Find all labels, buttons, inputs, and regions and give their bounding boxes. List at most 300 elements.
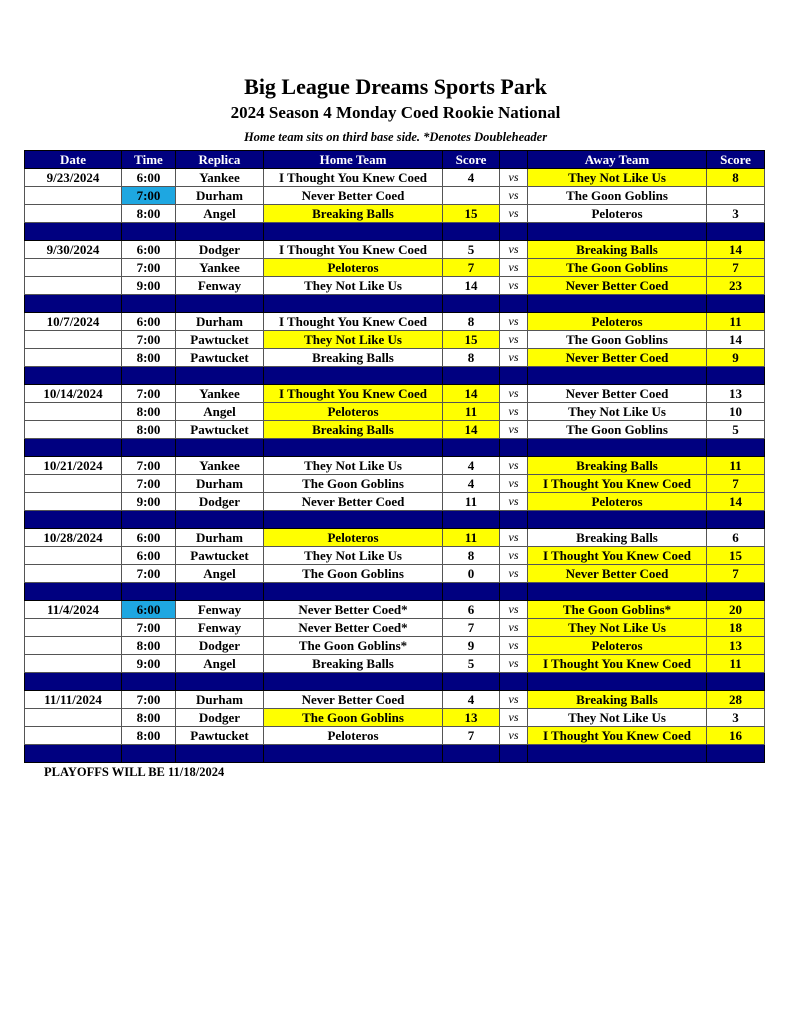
game-time: 7:00 — [122, 619, 176, 637]
away-score: 23 — [707, 277, 765, 295]
home-team: Never Better Coed — [264, 691, 443, 709]
away-score — [707, 187, 765, 205]
separator-cell — [528, 511, 707, 529]
separator-cell — [264, 745, 443, 763]
away-score: 8 — [707, 169, 765, 187]
home-score: 14 — [443, 385, 500, 403]
game-date: 10/14/2024 — [25, 385, 122, 403]
separator-cell — [122, 295, 176, 313]
col-away-team: Away Team — [528, 151, 707, 169]
vs-label: vs — [500, 529, 528, 547]
game-date — [25, 727, 122, 745]
game-field: Durham — [176, 475, 264, 493]
separator-cell — [707, 583, 765, 601]
separator-cell — [528, 439, 707, 457]
away-score: 11 — [707, 457, 765, 475]
game-row — [25, 727, 765, 745]
vs-label: vs — [500, 457, 528, 475]
separator-cell — [264, 673, 443, 691]
separator-cell — [707, 511, 765, 529]
game-row — [25, 421, 765, 439]
separator-cell — [122, 367, 176, 385]
game-time: 7:00 — [122, 457, 176, 475]
vs-label: vs — [500, 547, 528, 565]
game-time: 7:00 — [122, 565, 176, 583]
away-score: 11 — [707, 655, 765, 673]
game-time: 9:00 — [122, 277, 176, 295]
separator-cell — [500, 511, 528, 529]
game-time: 7:00 — [122, 691, 176, 709]
separator-cell — [176, 583, 264, 601]
separator-cell — [443, 367, 500, 385]
game-date — [25, 187, 122, 205]
separator-cell — [176, 295, 264, 313]
away-team: Breaking Balls — [528, 241, 707, 259]
away-score: 10 — [707, 403, 765, 421]
game-date — [25, 547, 122, 565]
game-date: 9/30/2024 — [25, 241, 122, 259]
away-score: 13 — [707, 637, 765, 655]
home-team: Never Better Coed — [264, 493, 443, 511]
game-field: Durham — [176, 313, 264, 331]
game-date — [25, 637, 122, 655]
separator-cell — [528, 745, 707, 763]
game-time: 7:00 — [122, 475, 176, 493]
game-field: Angel — [176, 403, 264, 421]
game-date: 10/21/2024 — [25, 457, 122, 475]
vs-label: vs — [500, 259, 528, 277]
away-score: 5 — [707, 421, 765, 439]
vs-label: vs — [500, 655, 528, 673]
game-date — [25, 619, 122, 637]
vs-label: vs — [500, 385, 528, 403]
away-team: Peloteros — [528, 493, 707, 511]
game-date — [25, 277, 122, 295]
separator-cell — [707, 439, 765, 457]
home-team: Never Better Coed* — [264, 601, 443, 619]
game-row — [25, 277, 765, 295]
away-team: They Not Like Us — [528, 169, 707, 187]
separator-cell — [707, 673, 765, 691]
game-field: Yankee — [176, 385, 264, 403]
separator-cell — [528, 583, 707, 601]
away-score: 14 — [707, 493, 765, 511]
vs-label: vs — [500, 475, 528, 493]
home-team: Peloteros — [264, 529, 443, 547]
col-replica: Replica — [176, 151, 264, 169]
home-team: I Thought You Knew Coed — [264, 169, 443, 187]
game-row — [25, 529, 765, 547]
separator-cell — [500, 745, 528, 763]
separator-cell — [528, 295, 707, 313]
game-field: Dodger — [176, 709, 264, 727]
home-score — [443, 187, 500, 205]
game-date — [25, 493, 122, 511]
game-date — [25, 259, 122, 277]
home-team: Never Better Coed — [264, 187, 443, 205]
home-team: The Goon Goblins — [264, 475, 443, 493]
away-team: I Thought You Knew Coed — [528, 547, 707, 565]
vs-label: vs — [500, 403, 528, 421]
game-date — [25, 331, 122, 349]
week-separator — [25, 439, 765, 457]
home-team: The Goon Goblins* — [264, 637, 443, 655]
game-field: Dodger — [176, 637, 264, 655]
separator-cell — [25, 583, 122, 601]
game-row — [25, 313, 765, 331]
game-row — [25, 691, 765, 709]
vs-label: vs — [500, 241, 528, 259]
home-team: They Not Like Us — [264, 277, 443, 295]
away-team: Breaking Balls — [528, 457, 707, 475]
week-separator — [25, 511, 765, 529]
home-score: 5 — [443, 241, 500, 259]
home-score: 4 — [443, 457, 500, 475]
away-score: 11 — [707, 313, 765, 331]
separator-cell — [25, 439, 122, 457]
schedule-note: Home team sits on third base side. *Denotes Doubleheader — [243, 130, 548, 144]
home-score: 8 — [443, 547, 500, 565]
home-score: 7 — [443, 727, 500, 745]
away-team: Peloteros — [528, 637, 707, 655]
game-field: Pawtucket — [176, 421, 264, 439]
home-score: 8 — [443, 349, 500, 367]
away-score: 15 — [707, 547, 765, 565]
away-team: Never Better Coed — [528, 385, 707, 403]
header-row — [25, 151, 765, 169]
vs-label: vs — [500, 277, 528, 295]
game-field: Fenway — [176, 277, 264, 295]
home-score: 14 — [443, 421, 500, 439]
separator-cell — [500, 439, 528, 457]
game-date — [25, 655, 122, 673]
game-date — [25, 709, 122, 727]
away-team: Breaking Balls — [528, 529, 707, 547]
separator-cell — [122, 223, 176, 241]
game-time: 8:00 — [122, 349, 176, 367]
game-row — [25, 457, 765, 475]
game-field: Fenway — [176, 619, 264, 637]
separator-cell — [25, 295, 122, 313]
away-score: 7 — [707, 475, 765, 493]
separator-cell — [443, 583, 500, 601]
game-row — [25, 493, 765, 511]
game-row — [25, 655, 765, 673]
separator-cell — [25, 673, 122, 691]
home-team: The Goon Goblins — [264, 709, 443, 727]
home-score: 15 — [443, 205, 500, 223]
separator-cell — [443, 295, 500, 313]
home-score: 0 — [443, 565, 500, 583]
separator-cell — [528, 223, 707, 241]
game-date — [25, 403, 122, 421]
game-date: 11/11/2024 — [25, 691, 122, 709]
game-row — [25, 637, 765, 655]
vs-label: vs — [500, 313, 528, 331]
game-date — [25, 205, 122, 223]
separator-cell — [25, 511, 122, 529]
separator-cell — [443, 223, 500, 241]
vs-label: vs — [500, 205, 528, 223]
vs-label: vs — [500, 637, 528, 655]
home-team: I Thought You Knew Coed — [264, 385, 443, 403]
vs-label: vs — [500, 619, 528, 637]
home-score: 6 — [443, 601, 500, 619]
separator-cell — [176, 745, 264, 763]
separator-cell — [176, 439, 264, 457]
separator-cell — [264, 223, 443, 241]
game-field: Yankee — [176, 457, 264, 475]
home-score: 14 — [443, 277, 500, 295]
home-score: 11 — [443, 493, 500, 511]
game-date: 11/4/2024 — [25, 601, 122, 619]
game-field: Angel — [176, 565, 264, 583]
vs-label: vs — [500, 727, 528, 745]
home-score: 7 — [443, 259, 500, 277]
separator-cell — [264, 511, 443, 529]
home-score: 8 — [443, 313, 500, 331]
page-subtitle: 2024 Season 4 Monday Coed Rookie National — [230, 103, 561, 122]
game-field: Angel — [176, 205, 264, 223]
home-score: 15 — [443, 331, 500, 349]
vs-label: vs — [500, 691, 528, 709]
separator-cell — [528, 367, 707, 385]
vs-label: vs — [500, 565, 528, 583]
col-vs — [500, 151, 528, 169]
away-team: Breaking Balls — [528, 691, 707, 709]
away-score: 20 — [707, 601, 765, 619]
separator-cell — [122, 583, 176, 601]
away-score: 7 — [707, 259, 765, 277]
separator-cell — [176, 223, 264, 241]
col-date: Date — [25, 151, 122, 169]
vs-label: vs — [500, 187, 528, 205]
game-time: 7:00 — [122, 259, 176, 277]
game-field: Fenway — [176, 601, 264, 619]
game-date — [25, 475, 122, 493]
game-row — [25, 709, 765, 727]
away-team: Peloteros — [528, 313, 707, 331]
away-team: Peloteros — [528, 205, 707, 223]
game-row — [25, 385, 765, 403]
home-team: I Thought You Knew Coed — [264, 241, 443, 259]
home-team: Peloteros — [264, 727, 443, 745]
game-time: 6:00 — [122, 241, 176, 259]
away-team: I Thought You Knew Coed — [528, 655, 707, 673]
game-field: Dodger — [176, 493, 264, 511]
away-score: 14 — [707, 331, 765, 349]
away-score: 7 — [707, 565, 765, 583]
separator-cell — [500, 367, 528, 385]
separator-cell — [176, 367, 264, 385]
game-time: 6:00 — [122, 313, 176, 331]
separator-cell — [528, 673, 707, 691]
vs-label: vs — [500, 169, 528, 187]
game-time: 8:00 — [122, 637, 176, 655]
away-score: 18 — [707, 619, 765, 637]
col-home-score: Score — [443, 151, 500, 169]
away-score: 14 — [707, 241, 765, 259]
away-team: They Not Like Us — [528, 403, 707, 421]
away-team: They Not Like Us — [528, 709, 707, 727]
separator-cell — [443, 511, 500, 529]
page-title: Big League Dreams Sports Park — [244, 74, 547, 99]
game-time: 6:00 — [122, 547, 176, 565]
separator-cell — [707, 745, 765, 763]
separator-cell — [500, 223, 528, 241]
game-row — [25, 205, 765, 223]
away-team: The Goon Goblins — [528, 331, 707, 349]
game-row — [25, 241, 765, 259]
game-row — [25, 187, 765, 205]
separator-cell — [122, 439, 176, 457]
game-date — [25, 349, 122, 367]
home-score: 11 — [443, 403, 500, 421]
away-team: Never Better Coed — [528, 565, 707, 583]
game-row — [25, 169, 765, 187]
away-team: The Goon Goblins — [528, 421, 707, 439]
game-time: 6:00 — [122, 601, 176, 619]
away-team: The Goon Goblins — [528, 187, 707, 205]
game-row — [25, 619, 765, 637]
home-team: Peloteros — [264, 259, 443, 277]
week-separator — [25, 223, 765, 241]
home-score: 11 — [443, 529, 500, 547]
away-team: I Thought You Knew Coed — [528, 475, 707, 493]
away-score: 16 — [707, 727, 765, 745]
separator-cell — [176, 673, 264, 691]
away-score: 3 — [707, 709, 765, 727]
separator-cell — [707, 367, 765, 385]
game-time: 9:00 — [122, 655, 176, 673]
game-field: Pawtucket — [176, 547, 264, 565]
separator-cell — [122, 673, 176, 691]
game-row — [25, 475, 765, 493]
game-date — [25, 421, 122, 439]
game-field: Angel — [176, 655, 264, 673]
game-field: Durham — [176, 691, 264, 709]
home-team: Breaking Balls — [264, 349, 443, 367]
vs-label: vs — [500, 421, 528, 439]
home-team: They Not Like Us — [264, 547, 443, 565]
separator-cell — [25, 745, 122, 763]
game-date: 10/28/2024 — [25, 529, 122, 547]
game-field: Durham — [176, 529, 264, 547]
separator-cell — [122, 511, 176, 529]
separator-cell — [264, 295, 443, 313]
separator-cell — [176, 511, 264, 529]
home-score: 4 — [443, 691, 500, 709]
game-time: 7:00 — [122, 331, 176, 349]
separator-cell — [264, 367, 443, 385]
separator-cell — [500, 295, 528, 313]
vs-label: vs — [500, 331, 528, 349]
separator-cell — [500, 673, 528, 691]
home-team: Never Better Coed* — [264, 619, 443, 637]
game-field: Pawtucket — [176, 349, 264, 367]
home-team: Breaking Balls — [264, 205, 443, 223]
game-field: Dodger — [176, 241, 264, 259]
away-score: 9 — [707, 349, 765, 367]
game-date — [25, 565, 122, 583]
game-time: 7:00 — [122, 187, 176, 205]
game-time: 7:00 — [122, 385, 176, 403]
home-team: I Thought You Knew Coed — [264, 313, 443, 331]
schedule-table — [24, 150, 765, 763]
vs-label: vs — [500, 709, 528, 727]
separator-cell — [264, 439, 443, 457]
home-team: Breaking Balls — [264, 421, 443, 439]
home-score: 4 — [443, 169, 500, 187]
game-row — [25, 565, 765, 583]
separator-cell — [122, 745, 176, 763]
separator-cell — [443, 439, 500, 457]
separator-cell — [264, 583, 443, 601]
game-field: Durham — [176, 187, 264, 205]
game-time: 8:00 — [122, 727, 176, 745]
col-home-team: Home Team — [264, 151, 443, 169]
away-score: 13 — [707, 385, 765, 403]
separator-cell — [707, 295, 765, 313]
week-separator — [25, 745, 765, 763]
game-field: Pawtucket — [176, 331, 264, 349]
away-team: Never Better Coed — [528, 277, 707, 295]
week-separator — [25, 583, 765, 601]
home-score: 9 — [443, 637, 500, 655]
playoffs-note: PLAYOFFS WILL BE 11/18/2024 — [44, 765, 225, 779]
away-score: 28 — [707, 691, 765, 709]
home-team: Breaking Balls — [264, 655, 443, 673]
game-row — [25, 349, 765, 367]
game-row — [25, 547, 765, 565]
home-score: 4 — [443, 475, 500, 493]
game-time: 6:00 — [122, 529, 176, 547]
game-field: Yankee — [176, 169, 264, 187]
game-row — [25, 331, 765, 349]
home-team: The Goon Goblins — [264, 565, 443, 583]
week-separator — [25, 295, 765, 313]
home-team: They Not Like Us — [264, 331, 443, 349]
week-separator — [25, 673, 765, 691]
away-score: 6 — [707, 529, 765, 547]
home-team: They Not Like Us — [264, 457, 443, 475]
week-separator — [25, 367, 765, 385]
away-team: They Not Like Us — [528, 619, 707, 637]
separator-cell — [500, 583, 528, 601]
away-team: Never Better Coed — [528, 349, 707, 367]
home-score: 7 — [443, 619, 500, 637]
away-score: 3 — [707, 205, 765, 223]
separator-cell — [707, 223, 765, 241]
game-row — [25, 259, 765, 277]
vs-label: vs — [500, 493, 528, 511]
away-team: I Thought You Knew Coed — [528, 727, 707, 745]
game-time: 9:00 — [122, 493, 176, 511]
separator-cell — [443, 745, 500, 763]
game-time: 8:00 — [122, 403, 176, 421]
game-date: 10/7/2024 — [25, 313, 122, 331]
game-row — [25, 601, 765, 619]
game-time: 6:00 — [122, 169, 176, 187]
game-field: Yankee — [176, 259, 264, 277]
game-row — [25, 403, 765, 421]
separator-cell — [25, 223, 122, 241]
vs-label: vs — [500, 601, 528, 619]
game-time: 8:00 — [122, 205, 176, 223]
col-time: Time — [122, 151, 176, 169]
separator-cell — [443, 673, 500, 691]
away-team: The Goon Goblins — [528, 259, 707, 277]
